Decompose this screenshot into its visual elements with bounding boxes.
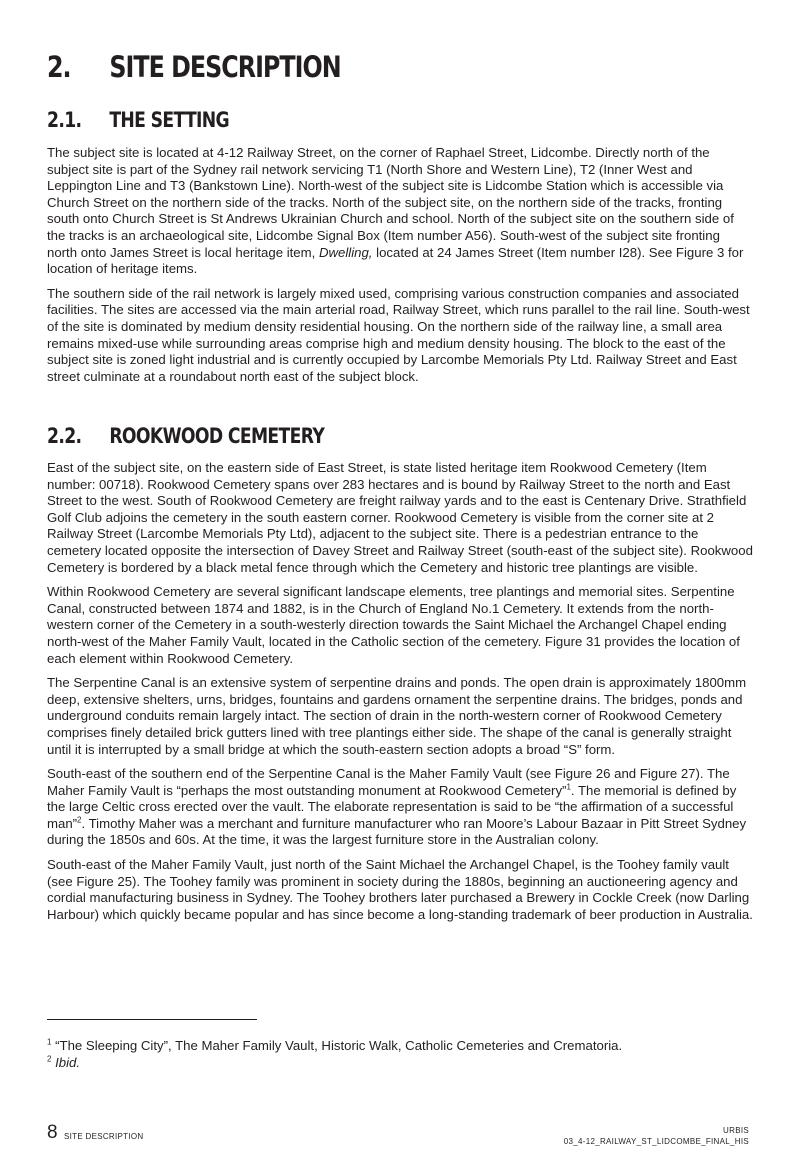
section-title: SITE DESCRIPTION	[109, 50, 341, 84]
footnote-marker: 1	[47, 1037, 52, 1047]
text-run: located at 24 James Street (Item number I28). See Figure 3 for location of heritage items.	[47, 244, 744, 277]
page-number: 8	[47, 1122, 58, 1143]
section-heading	[47, 50, 341, 84]
text-run: The subject site is located at 4-12 Railway Street, on the corner of Raphael Street, Lidcombe. Directly north of the subject site is part of the Sydney rail network servicing T1 (North Shore and Western Line), T2 (Inner West and Leppington Line and T3 (Bankstown Line). North-west of the subject site is Lidcombe Station which is accessible via Church Street on the northern side of the tracks. North of the subject site, on the northern side of the tracks, fronting south onto Church Street is St Andrews Ukrainian Church and school. North of the subject site on the southern side of the tracks is an archaeological site, Lidcombe Signal Box (Item number A56). South-west of the subject site fronting north onto James Street is local heritage item,	[47, 145, 734, 260]
paragraph: The southern side of the rail network is largely mixed used, comprising various construction companies and associated facilities. The sites are accessed via the main arterial road, Railway Street, which runs parallel to the rail line. South-west of the site is dominated by medium density residential housing. On the northern side of the railway line, a small area remains mixed-use while surrounding areas comprise high and medium density housing. The block to the east of the subject site is zoned light industrial and is currently occupied by Larcombe Memorials Pty Ltd. Railway Street and East street culminate at a roundabout north east of the subject block.	[47, 285, 750, 384]
paragraph	[47, 145, 753, 278]
footer-reference	[564, 1125, 749, 1147]
paragraph: South-east of the Maher Family Vault, just north of the Saint Michael the Archangel Chapel, is the Toohey family vault (see Figure 25). The Toohey family was prominent in society during the 1880s, beginning an auctioneering agency and cordial manufacturing business in Sydney. The Toohey brothers later purchased a Brewery in Cockle Creek (now Darling Harbour) which quickly became popular and has since become a long-standing trademark of beer production in Australia.	[47, 857, 753, 922]
text-run: . Timothy Maher was a merchant and furniture manufacturer who ran Moore’s Labour Bazaar in Pitt Street Sydney during the 1850s and 60s. At the time, it was the largest furniture store in the Australian colony.	[47, 815, 747, 848]
footer-company: URBIS	[723, 1126, 749, 1135]
text-run: . The memorial is defined by the large Celtic cross erected over the vault. The elaborate representation is said to be “the affirmation of a successful man”	[47, 782, 737, 831]
footnotes	[47, 1038, 753, 1071]
footnote	[47, 1038, 753, 1055]
footnote-text: Ibid.	[55, 1054, 81, 1070]
paragraph: East of the subject site, on the eastern side of East Street, is state listed heritage item Rookwood Cemetery (Item number: 00718). Rookwood Cemetery spans over 283 hectares and is bound by Railway Street to the north and East Street to the west. South of Rookwood Cemetery are freight railway yards and to the east is Centenary Drive. Strathfield Golf Club adjoins the cemetery in the south eastern corner. Rookwood Cemetery is visible from the corner site at 2 Railway Street (Larcombe Memorials Pty Ltd), adjacent to the subject site. There is a pedestrian entrance to the cemetery located opposite the intersection of Davey Street and Railway Street (south-east of the subject site). Rookwood Cemetery is bordered by a black metal fence through which the Cemetery and historic tree plantings are visible.	[47, 460, 753, 575]
section-number: 2.	[47, 50, 71, 84]
subsection-title: ROOKWOOD CEMETERY	[109, 424, 325, 448]
footnote	[47, 1055, 753, 1072]
setting-body	[47, 145, 753, 393]
footnote-ref[interactable]: 2	[77, 815, 82, 825]
subsection-title: THE SETTING	[109, 108, 230, 132]
subsection-heading-setting	[47, 108, 229, 132]
footnote-divider	[47, 1019, 257, 1020]
footnote-text: “The Sleeping City”, The Maher Family Vault, Historic Walk, Catholic Cemeteries and Crematoria.	[55, 1038, 623, 1053]
paragraph: The Serpentine Canal is an extensive system of serpentine drains and ponds. The open drain is approximately 1800mm deep, extensive shelters, urns, bridges, fountains and gardens ornament the serpentine drains. The bridges, ponds and underground conduits remain largely intact. The section of drain in the north-western corner of Rookwood Cemetery comprises finely detailed brick gutters lined with tree plantings either side. The shape of the canal is generally straight until it is interrupted by a small bridge at which the south-eastern section adopts a broad “S” form.	[47, 675, 747, 757]
rookwood-body	[47, 460, 753, 931]
italic-text: Dwelling,	[318, 244, 373, 260]
footer-file-ref: 03_4-12_RAILWAY_ST_LIDCOMBE_FINAL_HIS	[563, 1137, 749, 1146]
subsection-heading-rookwood	[47, 424, 324, 448]
paragraph: Within Rookwood Cemetery are several significant landscape elements, tree plantings and memorial sites. Serpentine Canal, constructed between 1874 and 1882, is in the Church of England No.1 Cemetery. It extends from the north-western corner of the Cemetery in a south-westerly direction towards the Saint Michael the Archangel Chapel ending north-west of the Maher Family Vault, located in the Catholic section of the cemetery. Figure 31 provides the location of each element within Rookwood Cemetery.	[47, 584, 740, 666]
text-run: South-east of the southern end of the Serpentine Canal is the Maher Family Vault (see Figure 26 and Figure 27). The Maher Family Vault is “perhaps the most outstanding monument at Rookwood Cemetery”	[47, 766, 730, 798]
footnote-ref[interactable]: 1	[566, 782, 571, 792]
paragraph	[47, 766, 753, 849]
subsection-number: 2.2.	[47, 424, 82, 448]
footnote-marker: 2	[47, 1054, 52, 1064]
footer-section-label: SITE DESCRIPTION	[64, 1132, 144, 1141]
subsection-number: 2.1.	[47, 108, 82, 132]
